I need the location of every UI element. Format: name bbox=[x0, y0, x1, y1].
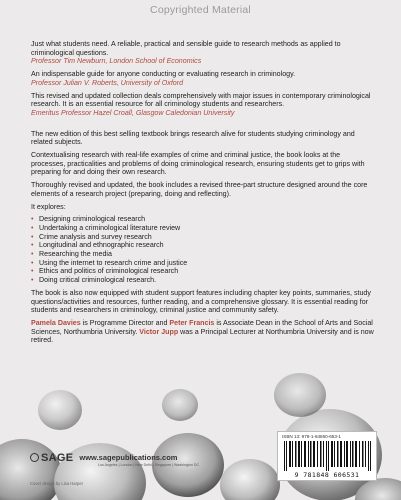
list-item: • Undertaking a criminological literature review bbox=[31, 224, 376, 233]
author-2-name: Peter Francis bbox=[169, 318, 215, 327]
quote-2 bbox=[31, 70, 376, 87]
isbn-label: ISBN 13: 978-1-84860-653-1 bbox=[282, 434, 341, 439]
body-paragraph-4: The book is also now equipped with student support features including chapter key points, summaries, study questions/activities and resources, further reading, and a comprehensive glossary. It is essential reading for students and researchers in criminology, criminal justice and community safety. bbox=[31, 288, 371, 315]
quote-1-attribution: Professor Tim Newburn, London School of Economics bbox=[31, 57, 202, 66]
back-cover-text bbox=[31, 40, 376, 345]
list-item: • Longitudinal and ethnographic research bbox=[31, 241, 376, 250]
quote-2-text: An indispensable guide for anyone conducting or evaluating research in criminology. bbox=[31, 70, 296, 79]
quote-1-text: Just what students need. A reliable, practical and sensible guide to research methods as applied to criminological questions. bbox=[31, 40, 341, 57]
isbn-digits: 9 781848 606531 bbox=[294, 471, 360, 479]
publisher-locations: Los Angeles | London | New Delhi | Singapore | Washington DC bbox=[98, 463, 200, 467]
list-item: • Designing criminological research bbox=[31, 215, 376, 224]
topics-list bbox=[31, 215, 376, 285]
author-1-text: is Programme Director and bbox=[80, 318, 170, 327]
author-1-name: Pamela Davies bbox=[31, 318, 81, 327]
author-2-text: is Associate Dean in the School of Arts and Social Sciences, Northumbria University. bbox=[31, 318, 373, 336]
author-3-name: Victor Jupp bbox=[139, 327, 179, 336]
isbn-barcode-box bbox=[277, 431, 377, 481]
publisher-bar bbox=[30, 452, 275, 463]
body-paragraph-1: The new edition of this best selling textbook brings research alive for students studying criminology and related subjects. bbox=[31, 129, 355, 147]
quote-3-text: This revised and updated collection deals comprehensively with major issues in contemporary criminological research. It is an essential resource for all criminology students and researchers. bbox=[31, 91, 371, 109]
list-item: • Ethics and politics of criminological research bbox=[31, 267, 376, 276]
body-paragraph-2: Contextualising research with real-life examples of crime and criminal justice, the book looks at the processes, practicalities and problems of doing criminological research, ensuring students get to grips with preparing for and doing their own research. bbox=[31, 151, 365, 177]
body-paragraph-3: Thoroughly revised and updated, the book includes a revised three-part structure designed around the core elements of a research project (preparing, doing and reflecting). bbox=[31, 181, 368, 198]
copyright-watermark: Copyrighted Material bbox=[150, 4, 251, 16]
quote-1 bbox=[31, 40, 376, 66]
barcode bbox=[282, 441, 374, 471]
publisher-website: www.sagepublications.com bbox=[79, 453, 178, 462]
sage-logo bbox=[30, 452, 73, 464]
list-item: • Crime analysis and survey research bbox=[31, 233, 376, 242]
sage-logo-icon bbox=[30, 453, 39, 462]
quote-2-attribution: Professor Julian V. Roberts, University of Oxford bbox=[31, 78, 184, 87]
sage-logo-text: SAGE bbox=[41, 451, 74, 464]
author-3-text: was a Principal Lecturer at Northumbria University and is now retired. bbox=[31, 327, 374, 345]
explores-intro: It explores: bbox=[31, 202, 66, 211]
quote-3-attribution: Emeritus Professor Hazel Croall, Glasgow Caledonian University bbox=[31, 108, 235, 117]
cover-credit: Cover design by Lisa Harper bbox=[30, 481, 84, 486]
list-item: • Using the internet to research crime and justice bbox=[31, 259, 376, 268]
list-item: • Doing critical criminological research. bbox=[31, 276, 376, 285]
list-item: • Researching the media bbox=[31, 250, 376, 259]
quote-3 bbox=[31, 92, 376, 118]
